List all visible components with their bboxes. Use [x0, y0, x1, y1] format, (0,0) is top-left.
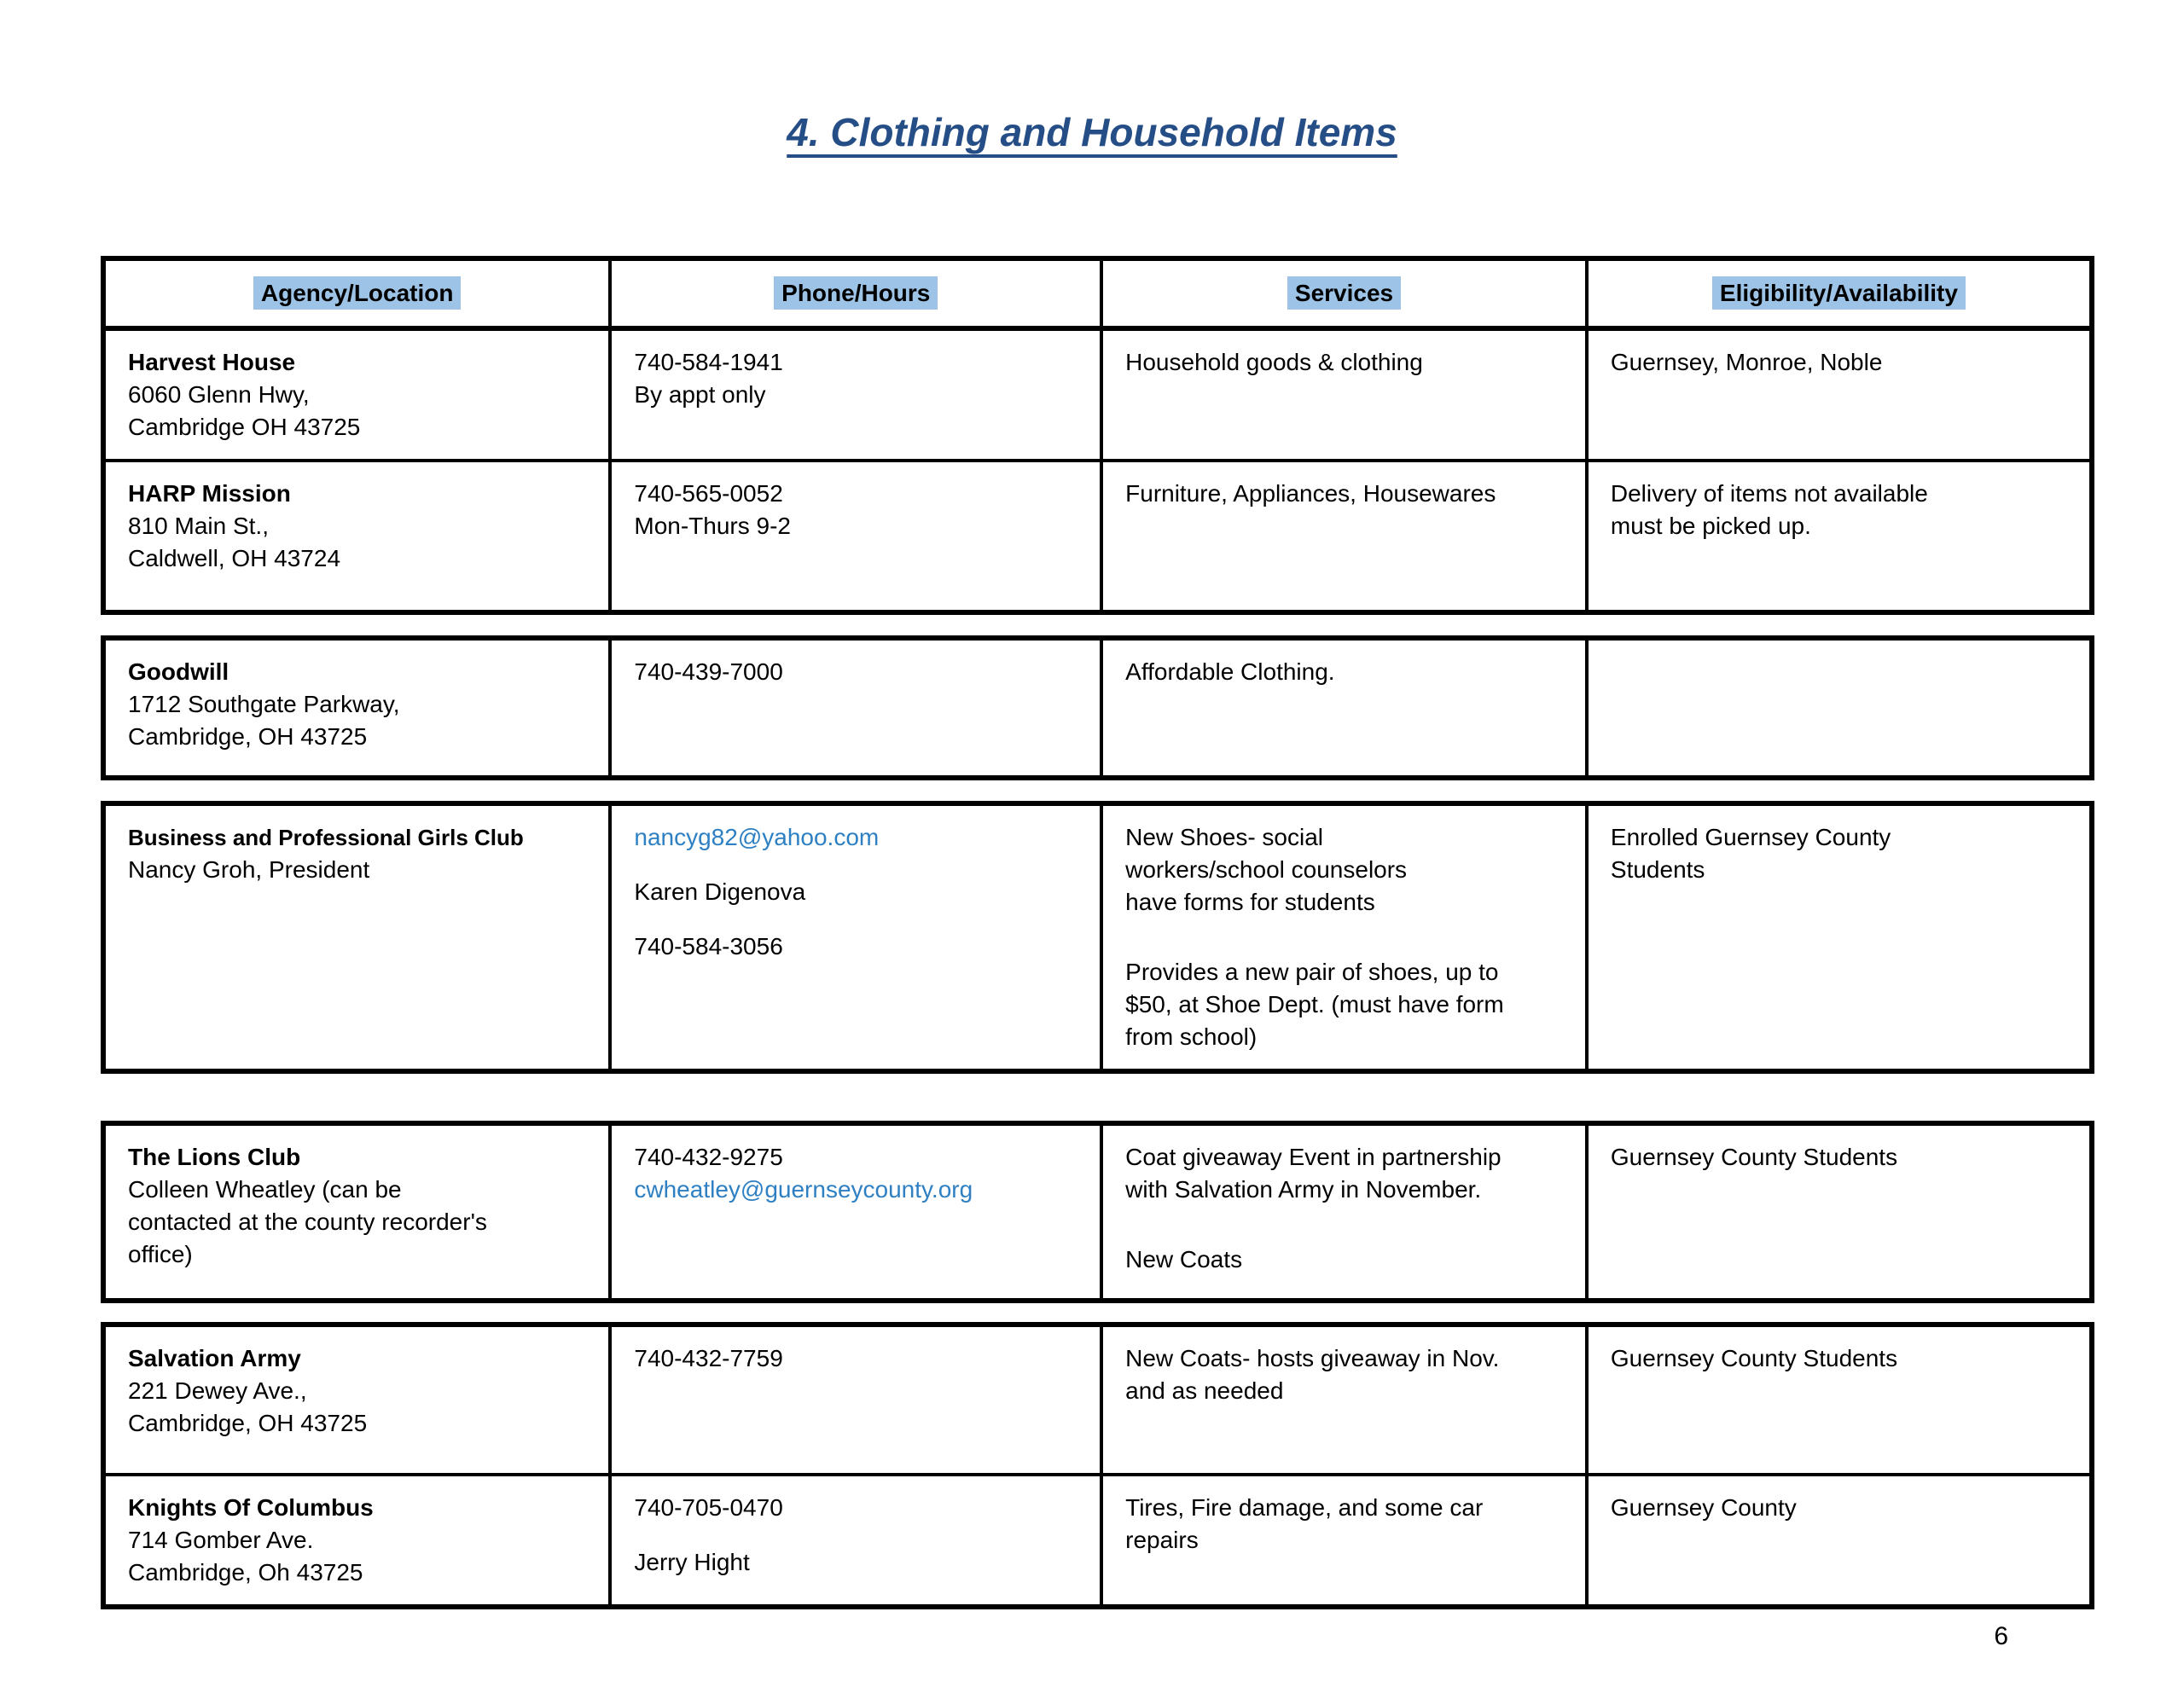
agency-name: Salvation Army [128, 1345, 301, 1371]
text-line: Coat giveaway Event in partnership [1125, 1144, 1502, 1170]
tables-container [101, 256, 2094, 1609]
cell-phone [610, 328, 1101, 461]
text-line: Karen Digenova [634, 878, 806, 905]
text-line: Cambridge, OH 43725 [128, 1410, 368, 1436]
title-container [0, 109, 2184, 155]
table-row [103, 1123, 2092, 1301]
text-line: Guernsey County Students [1610, 1144, 1898, 1170]
table-row [103, 461, 2092, 612]
text-line: Cambridge, OH 43725 [128, 723, 368, 750]
agency-name: Knights Of Columbus [128, 1494, 374, 1521]
column-header-agency [103, 258, 610, 328]
cell-services [1101, 1123, 1587, 1301]
column-header-label: Services [1287, 276, 1401, 310]
cell-agency [103, 328, 610, 461]
text-line: Guernsey County [1610, 1494, 1797, 1521]
cell-services [1101, 1325, 1587, 1475]
goodwill-table [101, 635, 2094, 780]
agency-name: Goodwill [128, 658, 229, 685]
cell-agency [103, 1325, 610, 1475]
page-number: 6 [1994, 1622, 2008, 1650]
column-header-eligibility [1587, 258, 2092, 328]
clothing-main-table [101, 256, 2094, 615]
text-line: 810 Main St., [128, 513, 269, 539]
text-line: 740-565-0052 [634, 480, 783, 507]
text-line: New Shoes- social [1125, 824, 1324, 850]
cell-agency [103, 461, 610, 612]
cell-agency [103, 1123, 610, 1301]
text-line: have forms for students [1125, 889, 1375, 915]
text-line: Guernsey County Students [1610, 1345, 1898, 1371]
text-line: Household goods & clothing [1125, 349, 1423, 375]
text-line: from school) [1125, 1023, 1258, 1050]
table-row [103, 1325, 2092, 1475]
text-line: Cambridge OH 43725 [128, 414, 361, 440]
cell-phone [610, 461, 1101, 612]
text-line: Tires, Fire damage, and some car [1125, 1494, 1484, 1521]
text-line: 1712 Southgate Parkway, [128, 691, 400, 717]
text-line: 714 Gomber Ave. [128, 1527, 314, 1553]
text-line: Mon-Thurs 9-2 [634, 513, 792, 539]
text-line: Nancy Groh, President [128, 856, 370, 883]
column-header-phone [610, 258, 1101, 328]
text-line: office) [128, 1241, 193, 1267]
text-line: Furniture, Appliances, Housewares [1125, 480, 1496, 507]
text-line: New Coats- hosts giveaway in Nov. [1125, 1345, 1500, 1371]
cell-eligibility [1587, 1475, 2092, 1607]
text-line: workers/school counselors [1125, 856, 1408, 883]
agency-name: Harvest House [128, 349, 296, 375]
cell-eligibility [1587, 1123, 2092, 1301]
agency-name: HARP Mission [128, 480, 291, 507]
text-line: contacted at the county recorder's [128, 1209, 487, 1235]
table-row [103, 1475, 2092, 1607]
text-line: Caldwell, OH 43724 [128, 545, 341, 571]
text-line: Affordable Clothing. [1125, 658, 1335, 685]
table-row [103, 638, 2092, 778]
lions-club-table [101, 1121, 2094, 1303]
page-title: 4. Clothing and Household Items [787, 110, 1397, 154]
table-row [103, 328, 2092, 461]
text-line: By appt only [634, 381, 766, 408]
cell-eligibility [1587, 638, 2092, 778]
column-header-label: Phone/Hours [774, 276, 938, 310]
girls-club-table [101, 801, 2094, 1074]
cell-eligibility [1587, 1325, 2092, 1475]
text-line: Students [1610, 856, 1705, 883]
email-link[interactable]: nancyg82@yahoo.com [634, 824, 880, 850]
column-header-label: Eligibility/Availability [1712, 276, 1966, 310]
cell-eligibility [1587, 803, 2092, 1071]
cell-phone [610, 638, 1101, 778]
text-line: 740-432-9275 [634, 1144, 783, 1170]
cell-services [1101, 461, 1587, 612]
text-line: Enrolled Guernsey County [1610, 824, 1891, 850]
text-line: New Coats [1125, 1246, 1243, 1272]
column-header-services [1101, 258, 1587, 328]
cell-phone [610, 1325, 1101, 1475]
text-line: Cambridge, Oh 43725 [128, 1559, 363, 1586]
header-row [103, 258, 2092, 328]
cell-services [1101, 328, 1587, 461]
text-line: 740-705-0470 [634, 1494, 783, 1521]
text-line: repairs [1125, 1527, 1199, 1553]
text-line: 221 Dewey Ave., [128, 1377, 307, 1404]
cell-agency [103, 1475, 610, 1607]
agency-name: Business and Professional Girls Club [128, 825, 524, 850]
cell-services [1101, 638, 1587, 778]
text-line: 740-439-7000 [634, 658, 783, 685]
text-line: 6060 Glenn Hwy, [128, 381, 310, 408]
email-link[interactable]: cwheatley@guernseycounty.org [634, 1176, 973, 1203]
cell-agency [103, 638, 610, 778]
text-line: Provides a new pair of shoes, up to [1125, 959, 1499, 985]
cell-services [1101, 1475, 1587, 1607]
column-header-label: Agency/Location [253, 276, 462, 310]
cell-eligibility [1587, 328, 2092, 461]
cell-phone [610, 1123, 1101, 1301]
cell-agency [103, 803, 610, 1071]
text-line: Guernsey, Monroe, Noble [1610, 349, 1883, 375]
cell-services [1101, 803, 1587, 1071]
cell-eligibility [1587, 461, 2092, 612]
cell-phone [610, 1475, 1101, 1607]
salvation-knights-table [101, 1322, 2094, 1609]
text-line: 740-584-1941 [634, 349, 783, 375]
text-line: must be picked up. [1610, 513, 1811, 539]
cell-phone [610, 803, 1101, 1071]
text-line: $50, at Shoe Dept. (must have form [1125, 991, 1504, 1017]
agency-name: The Lions Club [128, 1144, 301, 1170]
text-line: Jerry Hight [634, 1549, 750, 1575]
text-line: Delivery of items not available [1610, 480, 1928, 507]
text-line: and as needed [1125, 1377, 1284, 1404]
table-row [103, 803, 2092, 1071]
text-line: 740-584-3056 [634, 933, 783, 959]
text-line: with Salvation Army in November. [1125, 1176, 1482, 1203]
text-line: 740-432-7759 [634, 1345, 783, 1371]
text-line: Colleen Wheatley (can be [128, 1176, 402, 1203]
